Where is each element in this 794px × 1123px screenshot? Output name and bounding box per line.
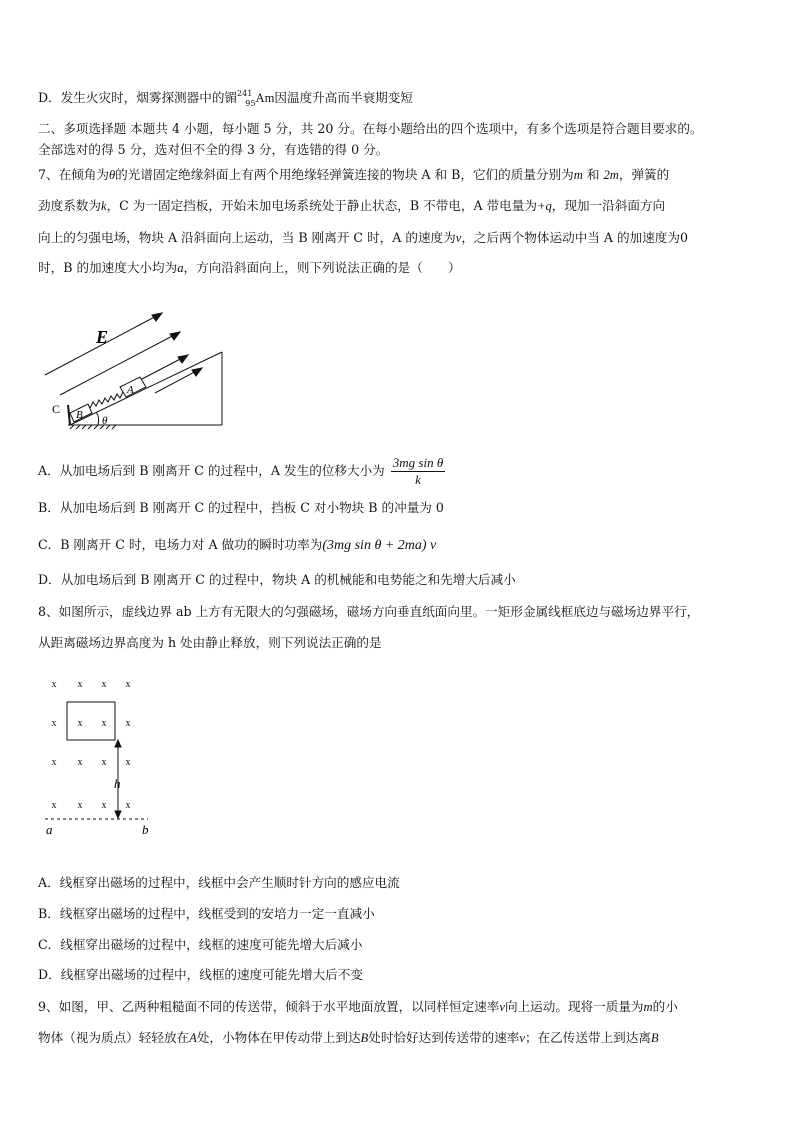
wire-frame bbox=[67, 702, 115, 740]
q7-option-c: C．B 刚离开 C 时，电场力对 A 做功的瞬时功率为(3mg sin θ + 2ma) v bbox=[38, 537, 437, 553]
theta-arc bbox=[96, 412, 99, 425]
field-mark-x: x bbox=[77, 718, 83, 729]
q7-incline-figure bbox=[40, 305, 240, 435]
field-mark-x: x bbox=[51, 679, 57, 690]
section-heading-line2: 全部选对的得 5 分，选对但不全的得 3 分，有选错的得 0 分。 bbox=[38, 142, 389, 157]
q8-stem-line1: 8、如图所示，虚线边界 ab 上方有无限大的匀强磁场，磁场方向垂直纸面向里。一矩形金属线框底边与磁场边界平行， bbox=[38, 604, 700, 619]
height-label: h bbox=[114, 776, 121, 791]
plate-c-label: C bbox=[52, 402, 61, 416]
field-label-e: E bbox=[96, 327, 109, 347]
plate-c bbox=[68, 405, 70, 425]
q7-stem-line1: 7、在倾角为θ的光谱固定绝缘斜面上有两个用绝缘轻弹簧连接的物块 A 和 B，它们的质量分别为m 和 2m，弹簧的 bbox=[38, 167, 670, 182]
field-mark-x: x bbox=[101, 679, 107, 690]
boundary-label-a: a bbox=[46, 822, 53, 837]
field-line-2 bbox=[60, 332, 180, 395]
q7-stem-line4: 时，B 的加速度大小均为a，方向沿斜面向上，则下列说法正确的是（ ） bbox=[38, 260, 461, 275]
field-mark-x: x bbox=[77, 800, 83, 811]
q7-option-b: B．从加电场后到 B 刚离开 C 的过程中，挡板 C 对小物块 B 的冲量为 0 bbox=[38, 500, 444, 515]
theta-label: θ bbox=[102, 415, 108, 427]
block-a-label: A bbox=[127, 384, 134, 396]
q6-option-d: D．发生火灾时，烟雾探测器中的镅$^{241}_{95}$Am因温度升高而半衰期变短 bbox=[38, 89, 413, 108]
field-arrow-head-4 bbox=[192, 368, 202, 376]
height-arrow-top bbox=[115, 740, 121, 747]
boundary-label-b: b bbox=[142, 822, 149, 837]
block-b-label: B bbox=[76, 409, 83, 421]
field-mark-x: x bbox=[101, 800, 107, 811]
q8-option-c: C．线框穿出磁场的过程中，线框的速度可能先增大后减小 bbox=[38, 937, 363, 952]
q7-stem-line3: 向上的匀强电场，物块 A 沿斜面向上运动，当 B 刚离开 C 时，A 的速度为v，之后两个物体运动中当 A 的加速度为0 bbox=[38, 230, 688, 245]
q7-stem-line2: 劲度系数为k，C 为一固定挡板，开始未加电场系统处于静止状态，B 不带电，A 带电量为+q，现加一沿斜面方向 bbox=[38, 198, 666, 213]
field-mark-x: x bbox=[125, 800, 131, 811]
field-mark-x: x bbox=[101, 718, 107, 729]
field-mark-x: x bbox=[51, 757, 57, 768]
q9-stem-line2: 物体（视为质点）轻轻放在A处，小物体在甲传动带上到达B处时恰好达到传送带的速率v；在乙传送带上到达离B bbox=[38, 1030, 659, 1045]
q8-option-d: D．线框穿出磁场的过程中，线框的速度可能先增大后不变 bbox=[38, 967, 363, 982]
field-arrow-head-1 bbox=[152, 313, 162, 321]
field-mark-x: x bbox=[51, 718, 57, 729]
incline-surface bbox=[70, 352, 222, 425]
q7-option-d: D．从加电场后到 B 刚离开 C 的过程中，物块 A 的机械能和电势能之和先增大后减小 bbox=[38, 572, 516, 587]
q8-option-a: A．线框穿出磁场的过程中，线框中会产生顺时针方向的感应电流 bbox=[38, 875, 400, 890]
field-mark-x: x bbox=[77, 757, 83, 768]
field-arrow-head-2 bbox=[170, 332, 180, 340]
field-mark-x: x bbox=[77, 679, 83, 690]
field-mark-x: x bbox=[125, 757, 131, 768]
field-arrow-head-3 bbox=[178, 355, 188, 363]
field-mark-x: x bbox=[51, 800, 57, 811]
q8-stem-line2: 从距离磁场边界高度为 h 处由静止释放，则下列说法正确的是 bbox=[38, 635, 382, 650]
q8-option-b: B．线框穿出磁场的过程中，线框受到的安培力一定一直减小 bbox=[38, 906, 375, 921]
field-mark-x: x bbox=[101, 757, 107, 768]
q7-option-a-fraction: $\frac{\text{3mg sin θ}}{k}$ bbox=[392, 455, 444, 487]
ground-hatch bbox=[70, 425, 116, 429]
q8-field-figure bbox=[40, 670, 160, 840]
field-mark-x: x bbox=[125, 718, 131, 729]
field-mark-x: x bbox=[125, 679, 131, 690]
section-heading-line1: 二、多项选择题 本题共 4 小题，每小题 5 分，共 20 分。在每小题给出的四个选项中，有多个选项是符合题目要求的。 bbox=[38, 121, 703, 136]
q9-stem-line1: 9、如图，甲、乙两种粗糙面不同的传送带，倾斜于水平地面放置，以同样恒定速率v向上运动。现将一质量为m的小 bbox=[38, 999, 678, 1014]
q7-option-a: A．从加电场后到 B 刚离开 C 的过程中，A 发生的位移大小为 $\frac{\text{3mg sin θ}}{k}$ bbox=[38, 455, 444, 487]
height-arrow-bottom bbox=[115, 811, 121, 818]
